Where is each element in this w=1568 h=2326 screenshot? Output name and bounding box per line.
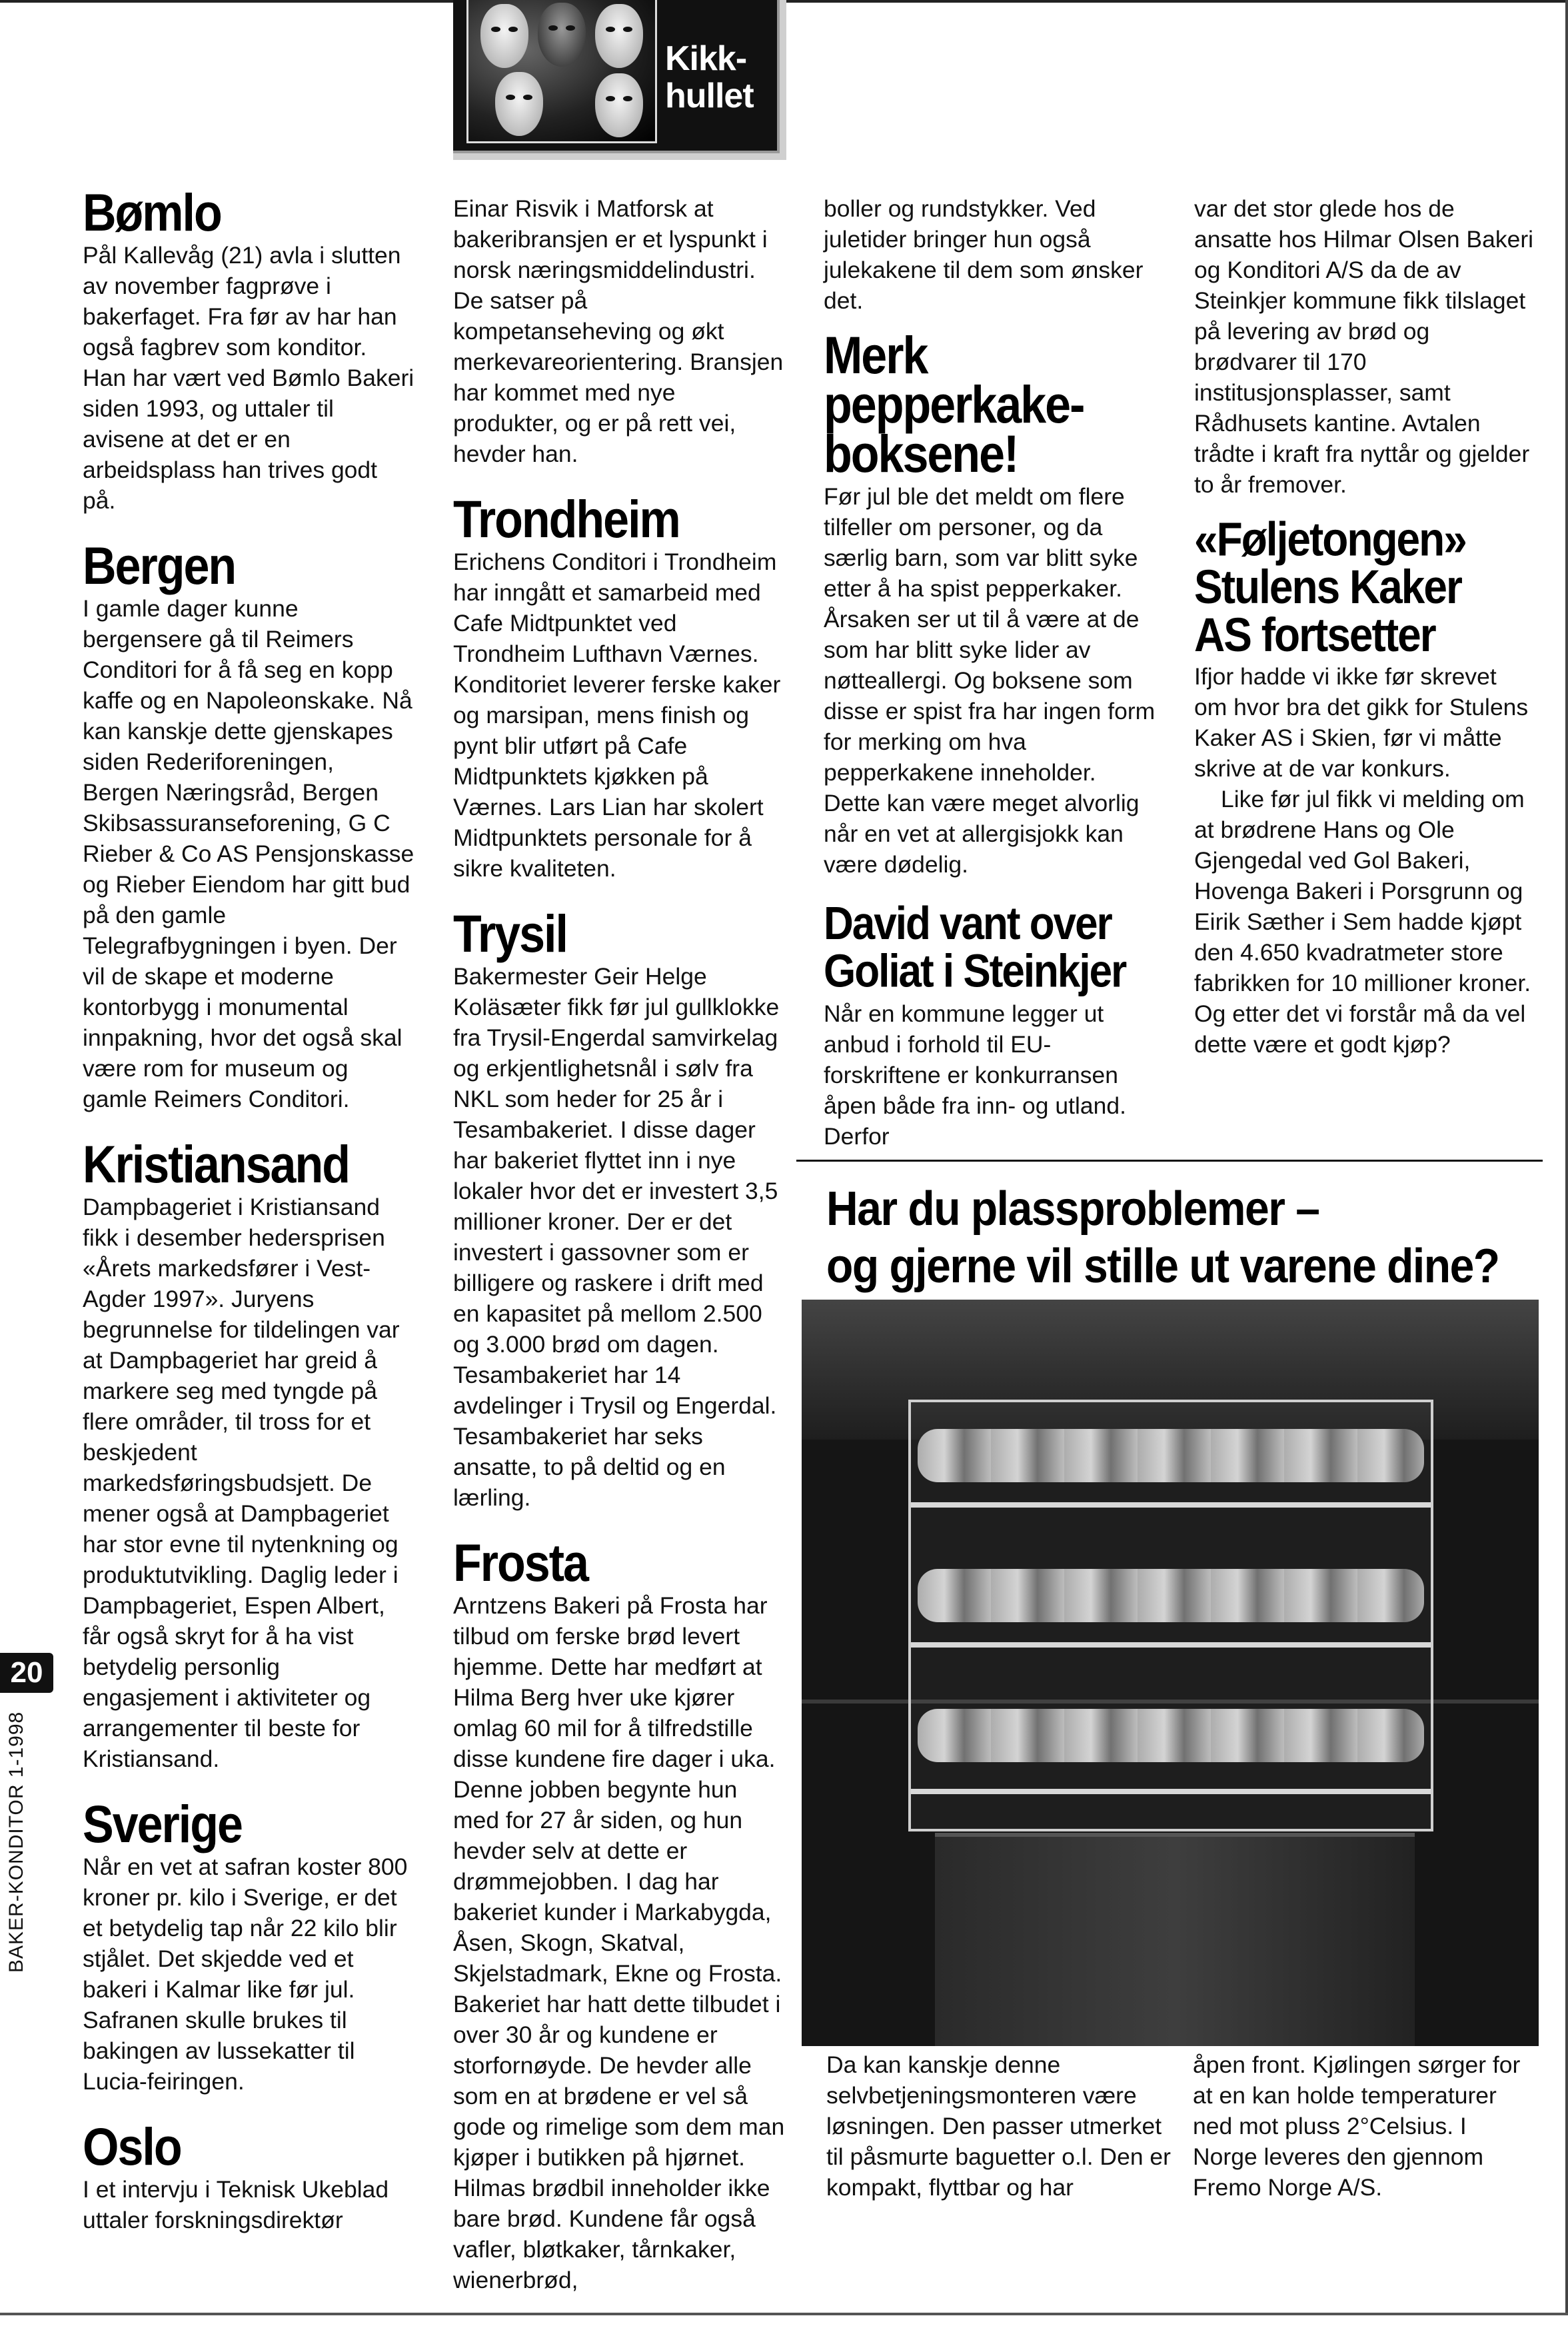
article-trysil bbox=[453, 904, 786, 1513]
advert-caption-2: åpen front. Kjølingen sørger for at en kan holde temperaturer ned mot pluss 2°Celsius. I Norge leveres den gjennom Fremo Norge A/S. bbox=[1193, 2051, 1521, 2201]
article-text: Bakermester Geir Helge Koläsæter fikk før jul gullklokke fra Trysil-Engerdal samvirkelag og erkjentlighetsnål i sølv fra NKL som heder for 25 år i Tesambakeriet. I disse dager har bakeriet flyttet inn i nye lokaler hvor det er investert 3,5 millioner kroner. Der er det investert i gassovner som er billigere og raskere i drift med en kapasitet på mellom 2.500 og 3.000 brød om dagen. Tesambakeriet har 14 avdelinger i Trysil og Engerdal. Tesambakeriet har seks ansatte, to på deltid og en lærling. bbox=[453, 963, 780, 1511]
article-heading: Kristiansand bbox=[83, 1135, 349, 1194]
article-text: boller og rundstykker. Ved juletider bringer hun også julekakene til dem som ønsker det. bbox=[824, 195, 1144, 314]
article-heading: Trysil bbox=[453, 904, 567, 963]
article-text: Like før jul fikk vi melding om at brødrene Hans og Ole Gjengedal ved Gol Bakeri, Hovenga Bakeri i Porsgrunn og Eirik Sæther i Sem hadde kjøpt den 4.650 kvadratmeter store fabrikken for 10 millioner kroner. Og etter det vi forstår må da vel dette være et godt kjøp? bbox=[1194, 786, 1531, 1058]
advert-caption-1: Da kan kanskje denne selvbetjeningsmonteren være løsningen. Den passer utmerket til påsmurte baguetter o.l. Den er kompakt, flyttbar og har bbox=[826, 2051, 1171, 2201]
advert-headline-line1: Har du plassproblemer – bbox=[826, 1181, 1319, 1236]
article-frosta bbox=[453, 1534, 786, 2295]
article-text: Før jul ble det meldt om flere tilfeller om personer, og da særlig barn, som var blitt syke etter å ha spist pepperkaker. Årsaken ser ut til å være at de som har blitt syke lider av nøtteallergi. Og boksene som disse er spist fra har ingen form for merking om hva pepperkakene inneholder. Dette kan være meget alvorlig når en vet at allergisjokk kan være dødelig. bbox=[824, 483, 1156, 878]
article-text: Dampbageriet i Kristiansand fikk i desember hedersprisen «Årets markedsfører i Vest-Agder 1997». Juryens begrunnelse for tildelingen var at Dampbageriet har greid å markere seg med tyngde på flere områder, til tross for et beskjedent markedsføringsbudsjett. De mener også at Dampbageriet har stor evne til nytenkning og produktutvikling. Daglig leder i Dampbageriet, Espen Albert, får også skryt for å ha vist betydelig personlig engasjement i aktiviteter og arrangementer til beste for Kristiansand. bbox=[83, 1194, 400, 1772]
bread-row bbox=[918, 1429, 1424, 1482]
column-1 bbox=[83, 183, 416, 2266]
article-bomlo bbox=[83, 183, 416, 516]
article-heading: Sverige bbox=[83, 1795, 242, 1853]
article-frosta-continued bbox=[824, 193, 1157, 316]
article-heading: Oslo bbox=[83, 2117, 181, 2176]
article-heading: Bømlo bbox=[83, 183, 221, 242]
article-david-continued bbox=[1194, 193, 1534, 500]
article-text: Når en kommune legger ut anbud i forhold til EU-forskriftene er konkurransen åpen både fra inn- og utland. Derfor bbox=[824, 1000, 1126, 1150]
article-text: Pål Kallevåg (21) avla i slutten av november fagprøve i bakerfaget. Fra før av har han også fagbrev som konditor. Han har vært ved Bømlo Bakeri siden 1993, og uttaler til avisene at det er en arbeidsplass han trives godt på. bbox=[83, 242, 414, 514]
article-bergen bbox=[83, 537, 416, 1114]
bread-row bbox=[918, 1569, 1424, 1622]
article-trondheim bbox=[453, 490, 786, 884]
logo-panel bbox=[453, 0, 780, 153]
article-text: Arntzens Bakeri på Frosta har tilbud om ferske brød levert hjemme. Dette har medført at Hilma Berg hver uke kjører omlag 60 mil for å tilfredstille disse kundene fire dager i uka. Denne jobben begynte hun med for 27 år siden, og hun hevder selv at dette er drømmejobben. I dag har bakeriet kunder i Markabygda, Åsen, Skogn, Skatval, Skjelstadmark, Ekne og Frosta. Bakeriet har hatt dette tilbudet i over 30 år og kundene er storfornøyde. De hevder alle som en at brødene er vel så gode og rimelige som dem man kjøper i butikken på hjørnet. Hilmas brødbil inneholder ikke bare brød. Kundene får også vafler, bløtkaker, tårnkaker, wienerbrød, bbox=[453, 1592, 785, 2293]
shelf bbox=[911, 1502, 1431, 1508]
shelf bbox=[911, 1642, 1431, 1648]
article-heading bbox=[824, 326, 1157, 483]
mask-icon bbox=[595, 4, 643, 68]
kikkhullet-logo bbox=[453, 0, 786, 160]
shelf bbox=[911, 1789, 1431, 1794]
article-sverige bbox=[83, 1795, 416, 2097]
magazine-issue-label: BAKER-KONDITOR 1-1998 bbox=[5, 1711, 27, 1973]
heading-line: Merk bbox=[824, 326, 928, 385]
mask-icon bbox=[495, 72, 543, 136]
page-number: 20 bbox=[0, 1653, 53, 1693]
logo-title-line2: hullet bbox=[665, 77, 754, 115]
column-3 bbox=[824, 193, 1157, 1182]
heading-line: boksene! bbox=[824, 425, 1018, 483]
page-edge-right bbox=[1565, 0, 1568, 2315]
article-text: I gamle dager kunne bergensere gå til Reimers Conditori for å få seg en kopp kaffe og en Napoleonskake. Nå kan kanskje dette gjenskapes siden Rederiforeningen, Bergen Næringsråd, Bergen Skibsassuranseforening, G C Rieber & Co AS Pensjonskasse og Rieber Eiendom har gitt bud på den gamle Telegrafbygningen i byen. Der vil de skape et moderne kontorbygg i monumental innpakning, hvor det også skal være rom for museum og gamle Reimers Conditori. bbox=[83, 595, 414, 1112]
mask-icon bbox=[538, 3, 586, 67]
logo-title bbox=[665, 40, 778, 115]
logo-title-line1: Kikk- bbox=[665, 39, 747, 78]
heading-line: Goliat i Steinkjer bbox=[824, 945, 1126, 998]
article-david bbox=[824, 898, 1157, 1152]
article-merk bbox=[824, 326, 1157, 880]
mask-icon bbox=[595, 73, 643, 137]
article-text: var det stor glede hos de ansatte hos Hilmar Olsen Bakeri og Konditori A/S da de av Steinkjer kommune fikk tilslaget på levering av brød og brødvarer til 170 institusjonsplasser, samt Rådhusets kantine. Avtalen trådte i kraft fra nyttår og gjelder to år fremover. bbox=[1194, 195, 1534, 498]
article-heading bbox=[824, 900, 1157, 996]
column-2 bbox=[453, 193, 786, 2326]
mask-icon bbox=[480, 4, 528, 68]
heading-line: David vant over bbox=[824, 898, 1112, 950]
glass-display-case bbox=[908, 1400, 1433, 1831]
article-text: I et intervju i Teknisk Ukeblad uttaler forskningsdirektør bbox=[83, 2176, 389, 2233]
masks-photo bbox=[466, 0, 657, 143]
article-heading: Bergen bbox=[83, 537, 236, 595]
article-text: Når en vet at safran koster 800 kroner pr. kilo i Sverige, er det et betydelig tap når 22 kilo blir stjålet. Det skjedde ved et bakeri i Kalmar like før jul. Safranen skulle brukes til bakingen av lussekatter til Lucia-feiringen. bbox=[83, 1853, 408, 2095]
article-heading: Frosta bbox=[453, 1534, 588, 1592]
article-oslo-continued bbox=[453, 193, 786, 469]
advert-divider bbox=[796, 1160, 1543, 1162]
display-case-photo bbox=[802, 1300, 1539, 2046]
advert-headline-line2: og gjerne vil stille ut varene dine? bbox=[826, 1238, 1499, 1293]
article-text: Erichens Conditori i Trondheim har inngått et samarbeid med Cafe Midtpunktet ved Trondheim Lufthavn Værnes. Konditoriet leverer ferske kaker og marsipan, mens finish og pynt blir utført på Cafe Midtpunktets kjøkken på Værnes. Lars Lian har skolert Midtpunktets personale for å sikre kvaliteten. bbox=[453, 549, 781, 882]
heading-line: Stulens Kaker bbox=[1194, 560, 1461, 614]
heading-line: AS fortsetter bbox=[1194, 607, 1435, 662]
bread-row bbox=[918, 1709, 1424, 1762]
advert-headline bbox=[826, 1180, 1539, 1294]
display-cabinet-base bbox=[935, 1833, 1415, 2046]
article-oslo bbox=[83, 2117, 416, 2235]
article-heading: Trondheim bbox=[453, 490, 680, 549]
heading-line: pepperkake- bbox=[824, 375, 1084, 434]
article-text: Einar Risvik i Matforsk at bakeribransjen er et lyspunkt i norsk næringsmiddelindustri. De satser på kompetanseheving og økt merkevareorientering. Bransjen har kommet med nye produkter, og er på rett vei, hevder han. bbox=[453, 195, 784, 467]
heading-line: «Føljetongen» bbox=[1194, 512, 1466, 567]
article-foljetongen bbox=[1194, 512, 1534, 1060]
article-heading bbox=[1194, 512, 1534, 662]
article-kristiansand bbox=[83, 1135, 416, 1774]
column-4 bbox=[1194, 193, 1534, 1090]
article-text: Ifjor hadde vi ikke før skrevet om hvor bra det gikk for Stulens Kaker AS i Skien, før vi måtte skrive at de var konkurs. bbox=[1194, 663, 1529, 782]
